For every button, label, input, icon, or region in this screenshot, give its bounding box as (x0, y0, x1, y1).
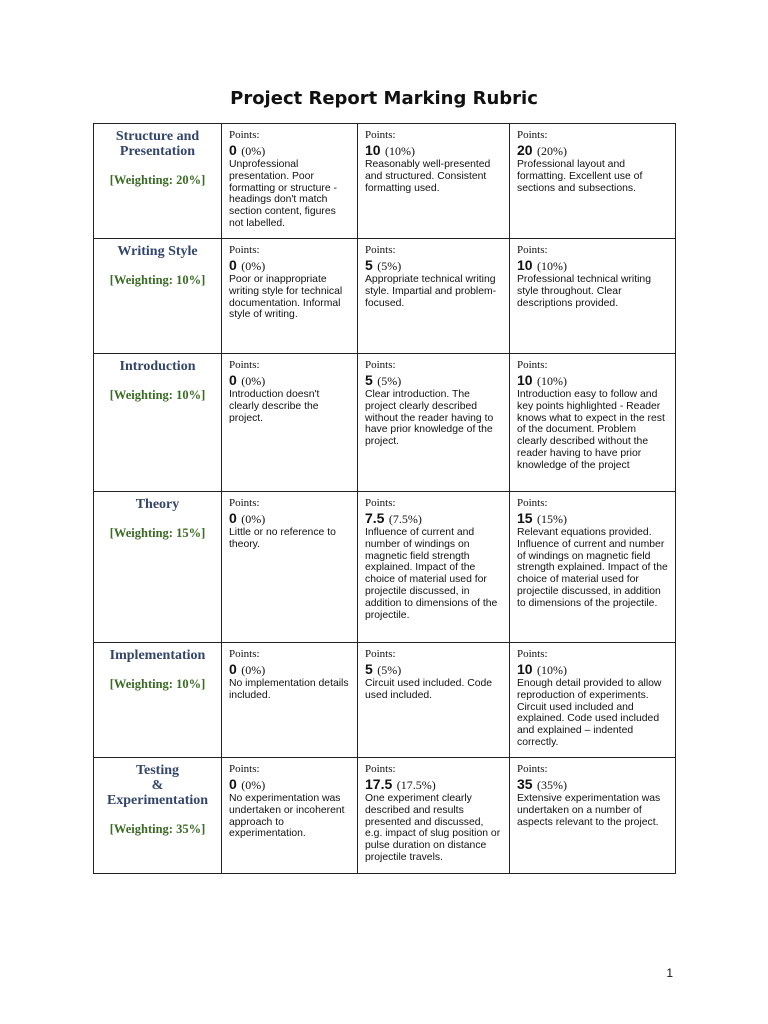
points-line (229, 372, 350, 389)
criterion-cell (94, 492, 222, 643)
points-percent: (0%) (241, 259, 266, 273)
points-value: 35 (517, 776, 533, 792)
points-label: Points: (365, 244, 396, 256)
page-title: Project Report Marking Rubric (230, 88, 538, 109)
points-value: 10 (517, 372, 533, 388)
points-value: 20 (517, 142, 533, 158)
points-line (365, 257, 502, 274)
criterion-weighting: [Weighting: 10%] (109, 273, 206, 287)
points-percent: (10%) (537, 374, 568, 388)
level-cell (510, 239, 676, 354)
rubric-row (94, 758, 676, 874)
points-line (517, 776, 668, 793)
points-label: Points: (229, 359, 260, 371)
points-label: Points: (229, 497, 260, 509)
points-line (517, 661, 668, 678)
level-cell (358, 492, 510, 643)
criterion-cell (94, 354, 222, 492)
points-percent: (5%) (377, 374, 402, 388)
level-description: Professional layout and formatting. Excellent use of sections and subsections. (517, 159, 643, 194)
points-percent: (0%) (241, 663, 266, 677)
points-value: 10 (517, 257, 533, 273)
points-value: 15 (517, 510, 533, 526)
points-label: Points: (365, 129, 396, 141)
criterion-weighting: [Weighting: 10%] (109, 677, 206, 691)
level-cell (358, 354, 510, 492)
rubric-row (94, 354, 676, 492)
level-cell (510, 643, 676, 758)
level-description: Introduction doesn't clearly describe the project. (229, 389, 320, 424)
level-cell (222, 758, 358, 874)
level-description: Enough detail provided to allow reproduction of experiments. Circuit used included and explained. Code used included and explained – indented correctly. (517, 678, 662, 748)
level-description: Reasonably well-presented and structured. Consistent formatting used. (365, 159, 491, 194)
criterion-name: Structure and Presentation (115, 129, 200, 159)
rubric-row (94, 492, 676, 643)
points-line (517, 510, 668, 527)
level-description: Clear introduction. The project clearly described without the reader having to have prior knowledge of the project. (365, 389, 494, 448)
level-cell (510, 124, 676, 239)
criterion-weighting: [Weighting: 15%] (109, 526, 206, 540)
points-percent: (10%) (537, 259, 568, 273)
criterion-name: Introduction (119, 359, 196, 374)
points-percent: (10%) (385, 144, 416, 158)
level-description: Circuit used included. Code used included. (365, 678, 493, 701)
page-number: 1 (666, 966, 673, 980)
level-description: Influence of current and number of windings on magnetic field strength explained. Impact of the choice of material used for projectile discussed, in addition to dimensions of the projectile. (365, 527, 498, 621)
level-description: Relevant equations provided. Influence of current and number of windings on magnetic field strength explained. Impact of the choice of material used for projectile discussed, in addition to dimensions of the projectile. (517, 527, 668, 609)
level-cell (222, 239, 358, 354)
points-label: Points: (365, 359, 396, 371)
criterion-cell (94, 124, 222, 239)
rubric-table (93, 123, 676, 874)
points-label: Points: (517, 497, 548, 509)
points-label: Points: (365, 763, 396, 775)
points-line (365, 776, 502, 793)
points-percent: (35%) (537, 778, 568, 792)
criterion-weighting: [Weighting: 35%] (109, 822, 206, 836)
points-value: 0 (229, 776, 237, 792)
points-value: 17.5 (365, 776, 393, 792)
level-cell (358, 758, 510, 874)
rubric-row (94, 124, 676, 239)
level-description: Introduction easy to follow and key points highlighted - Reader knows what to expect in the rest of the document. Problem clearly described without the reader having to have prior knowledge of the project (517, 389, 665, 471)
level-cell (358, 239, 510, 354)
level-description: Unprofessional presentation. Poor formatting or structure - headings don't match section content, figures not labelled. (229, 159, 337, 229)
level-cell (358, 124, 510, 239)
points-label: Points: (517, 763, 548, 775)
level-cell (222, 643, 358, 758)
points-percent: (5%) (377, 259, 402, 273)
points-label: Points: (517, 359, 548, 371)
level-description: No experimentation was undertaken or incoherent approach to experimentation. (229, 793, 345, 840)
points-percent: (0%) (241, 778, 266, 792)
rubric-row (94, 643, 676, 758)
level-cell (510, 758, 676, 874)
rubric-body (94, 124, 676, 874)
points-percent: (0%) (241, 144, 266, 158)
points-line (229, 661, 350, 678)
criterion-weighting: [Weighting: 10%] (109, 388, 206, 402)
points-value: 0 (229, 257, 237, 273)
level-description: Professional technical writing style throughout. Clear descriptions provided. (517, 274, 651, 309)
points-value: 0 (229, 142, 237, 158)
points-percent: (0%) (241, 512, 266, 526)
level-cell (222, 124, 358, 239)
points-percent: (5%) (377, 663, 402, 677)
points-label: Points: (229, 129, 260, 141)
points-value: 0 (229, 661, 237, 677)
points-line (517, 142, 668, 159)
points-percent: (15%) (537, 512, 568, 526)
points-label: Points: (229, 244, 260, 256)
points-value: 10 (517, 661, 533, 677)
level-cell (222, 354, 358, 492)
points-label: Points: (517, 244, 548, 256)
points-value: 5 (365, 372, 373, 388)
criterion-cell (94, 239, 222, 354)
criterion-weighting: [Weighting: 20%] (109, 173, 206, 187)
criterion-cell (94, 758, 222, 874)
points-line (517, 372, 668, 389)
points-value: 7.5 (365, 510, 385, 526)
points-line (229, 776, 350, 793)
points-value: 10 (365, 142, 381, 158)
points-line (365, 372, 502, 389)
points-percent: (17.5%) (396, 778, 436, 792)
rubric-row (94, 239, 676, 354)
criterion-name: Testing & Experimentation (106, 763, 209, 808)
points-label: Points: (365, 648, 396, 660)
points-line (365, 510, 502, 527)
level-description: Appropriate technical writing style. Impartial and problem-focused. (365, 274, 497, 309)
criterion-name: Implementation (109, 648, 206, 663)
points-value: 5 (365, 661, 373, 677)
points-line (229, 510, 350, 527)
level-description: Little or no reference to theory. (229, 527, 336, 550)
level-description: No implementation details included. (229, 678, 349, 701)
criterion-name: Theory (135, 497, 180, 512)
level-description: One experiment clearly described and results presented and discussed, e.g. impact of slug position or pulse duration on distance projectile travels. (365, 793, 501, 863)
points-value: 5 (365, 257, 373, 273)
level-cell (510, 492, 676, 643)
points-line (517, 257, 668, 274)
level-cell (222, 492, 358, 643)
level-cell (358, 643, 510, 758)
points-label: Points: (517, 129, 548, 141)
points-percent: (0%) (241, 374, 266, 388)
points-line (365, 661, 502, 678)
criterion-cell (94, 643, 222, 758)
points-label: Points: (229, 648, 260, 660)
criterion-name: Writing Style (117, 244, 198, 259)
points-percent: (20%) (537, 144, 568, 158)
points-percent: (10%) (537, 663, 568, 677)
points-line (229, 142, 350, 159)
level-description: Poor or inappropriate writing style for technical documentation. Informal style of writing. (229, 274, 343, 321)
points-label: Points: (517, 648, 548, 660)
points-label: Points: (229, 763, 260, 775)
points-value: 0 (229, 510, 237, 526)
level-description: Extensive experimentation was undertaken on a number of aspects relevant to the project. (517, 793, 661, 828)
points-value: 0 (229, 372, 237, 388)
level-cell (510, 354, 676, 492)
points-percent: (7.5%) (388, 512, 422, 526)
points-label: Points: (365, 497, 396, 509)
points-line (365, 142, 502, 159)
points-line (229, 257, 350, 274)
